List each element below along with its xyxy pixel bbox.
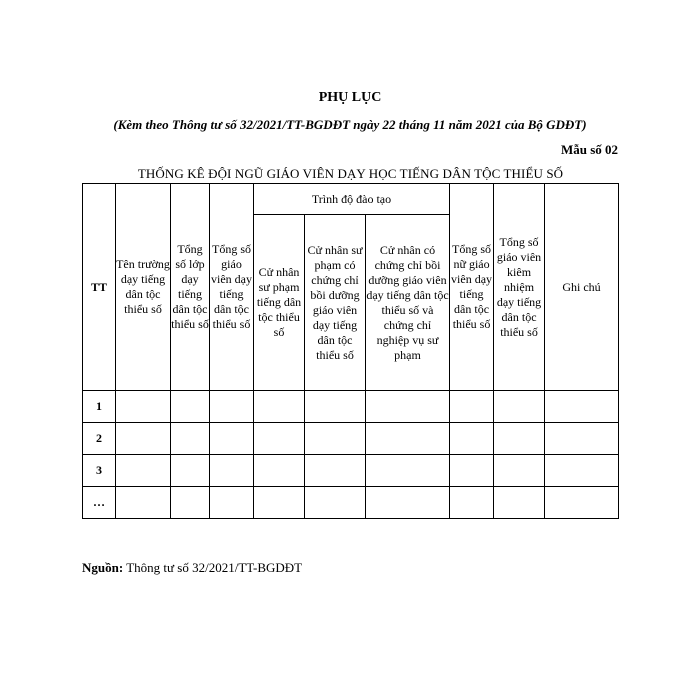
table-cell bbox=[116, 455, 171, 487]
table-cell bbox=[254, 455, 305, 487]
table-cell bbox=[116, 487, 171, 519]
header-teachers: Tổng số giáo viên dạy tiếng dân tộc thiểu số bbox=[210, 184, 254, 391]
table-cell bbox=[254, 423, 305, 455]
header-row-main bbox=[83, 184, 619, 215]
table-cell bbox=[494, 423, 545, 455]
table-cell bbox=[210, 455, 254, 487]
table-row bbox=[83, 391, 619, 423]
table-cell bbox=[210, 487, 254, 519]
header-bachelor-pedagogy: Cử nhân sư phạm tiếng dân tộc thiểu số bbox=[254, 215, 305, 391]
header-classes: Tổng số lớp dạy tiếng dân tộc thiểu số bbox=[171, 184, 210, 391]
source-text: Thông tư số 32/2021/TT-BGDĐT bbox=[123, 560, 303, 575]
row-number: … bbox=[83, 487, 116, 519]
table-row bbox=[83, 455, 619, 487]
header-female-teachers: Tổng số nữ giáo viên dạy tiếng dân tộc thiểu số bbox=[450, 184, 494, 391]
header-notes: Ghi chú bbox=[545, 184, 619, 391]
table-cell bbox=[254, 391, 305, 423]
table-cell bbox=[366, 423, 450, 455]
header-tt: TT bbox=[83, 184, 116, 391]
table-cell bbox=[210, 391, 254, 423]
table-cell bbox=[171, 455, 210, 487]
header-training-level: Trình độ đào tạo bbox=[254, 184, 450, 215]
header-concurrent-teachers: Tổng số giáo viên kiêm nhiệm dạy tiếng dân tộc thiểu số bbox=[494, 184, 545, 391]
header-school: Tên trường dạy tiếng dân tộc thiểu số bbox=[116, 184, 171, 391]
table-cell bbox=[450, 423, 494, 455]
table-cell bbox=[305, 455, 366, 487]
table-cell bbox=[450, 391, 494, 423]
table-cell bbox=[305, 391, 366, 423]
table-cell bbox=[450, 455, 494, 487]
table-row bbox=[83, 423, 619, 455]
form-number: Mẫu số 02 bbox=[560, 142, 618, 157]
row-number: 1 bbox=[83, 391, 116, 423]
table-cell bbox=[171, 423, 210, 455]
page-title: PHỤ LỤC bbox=[318, 90, 382, 105]
row-number: 3 bbox=[83, 455, 116, 487]
source-label: Nguồn: bbox=[82, 560, 124, 575]
row-number: 2 bbox=[83, 423, 116, 455]
table-cell bbox=[171, 391, 210, 423]
table-title: THỐNG KÊ ĐỘI NGŨ GIÁO VIÊN DẠY HỌC TIẾNG DÂN TỘC THIỂU SỐ bbox=[137, 166, 564, 181]
table-cell bbox=[545, 455, 619, 487]
table-cell bbox=[494, 391, 545, 423]
table-cell bbox=[171, 487, 210, 519]
table-cell bbox=[450, 487, 494, 519]
table-cell bbox=[494, 487, 545, 519]
table-cell bbox=[494, 455, 545, 487]
table-row bbox=[83, 487, 619, 519]
source-note bbox=[82, 560, 302, 576]
table-cell bbox=[305, 487, 366, 519]
table-cell bbox=[116, 391, 171, 423]
header-bachelor-with-cert: Cử nhân sư phạm có chứng chỉ bồi dưỡng giáo viên dạy tiếng dân tộc thiểu số bbox=[305, 215, 366, 391]
table-cell bbox=[545, 391, 619, 423]
table-cell bbox=[545, 423, 619, 455]
table-cell bbox=[366, 487, 450, 519]
table-cell bbox=[305, 423, 366, 455]
table-cell bbox=[116, 423, 171, 455]
header-bachelor-with-two-certs: Cử nhân có chứng chỉ bồi dưỡng giáo viên dạy tiếng dân tộc thiểu số và chứng chỉ nghiệp vụ sư phạm bbox=[366, 215, 450, 391]
table-cell bbox=[366, 455, 450, 487]
table-cell bbox=[254, 487, 305, 519]
table-cell bbox=[210, 423, 254, 455]
page-subtitle: (Kèm theo Thông tư số 32/2021/TT-BGDĐT ngày 22 tháng 11 năm 2021 của Bộ GDĐT) bbox=[113, 117, 587, 132]
statistics-table bbox=[82, 183, 619, 519]
table-cell bbox=[366, 391, 450, 423]
table-cell bbox=[545, 487, 619, 519]
